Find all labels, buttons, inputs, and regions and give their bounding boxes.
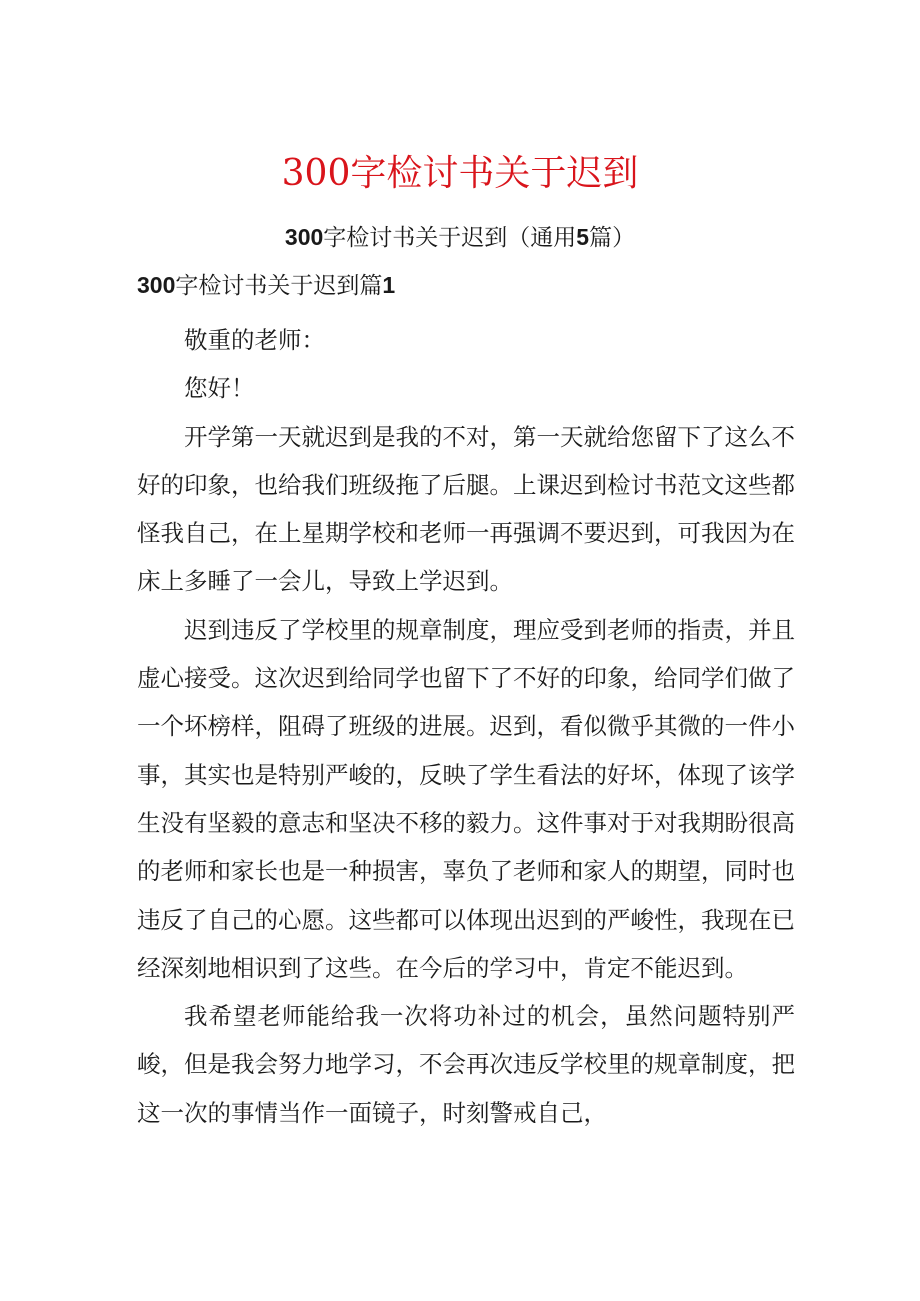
section-heading-number: 300 (137, 272, 176, 298)
greeting: 您好！ (184, 374, 255, 403)
section-heading-index: 1 (382, 272, 396, 298)
subtitle-text: 字检讨书关于迟到（通用 (323, 225, 577, 251)
document-body (137, 316, 795, 1137)
section-heading-text: 字检讨书关于迟到篇 (175, 273, 383, 299)
salutation: 敬重的老师： (184, 326, 325, 354)
body-paragraph: 开学第一天就迟到是我的不对，第一天就给您留下了这么不好的印象，也给我们班级拖了后腿。上课迟到检讨书范文这些都怪我自己，在上星期学校和老师一再强调不要迟到，可我因为在床上多睡了一会儿，导致上学迟到。 (137, 422, 795, 596)
document-title: 300字检讨书关于迟到 (281, 153, 639, 194)
body-paragraph: 我希望老师能给我一次将功补过的机会，虽然问题特别严峻，但是我会努力地学习，不会再次违反学校里的规章制度，把这一次的事情当作一面镜子，时刻警戒自己， (137, 1002, 795, 1127)
section-heading (137, 268, 395, 303)
subtitle-number: 300 (284, 224, 324, 250)
document-subtitle (0, 220, 920, 255)
subtitle-suffix: 篇） (589, 225, 636, 251)
subtitle-count: 5 (576, 224, 590, 250)
body-paragraph: 迟到违反了学校里的规章制度，理应受到老师的指责，并且虚心接受。这次迟到给同学也留下了不好的印象，给同学们做了一个坏榜样，阻碍了班级的进展。迟到，看似微乎其微的一件小事，其实也是特别严峻的，反映了学生看法的好坏，体现了该学生没有坚毅的意志和坚决不移的毅力。这件事对于对我期盼很高的老师和家长也是一种损害，辜负了老师和家人的期望，同时也违反了自己的心愿。这些都可以体现出迟到的严峻性，我现在已经深刻地相识到了这些。在今后的学习中，肯定不能迟到。 (137, 615, 795, 982)
